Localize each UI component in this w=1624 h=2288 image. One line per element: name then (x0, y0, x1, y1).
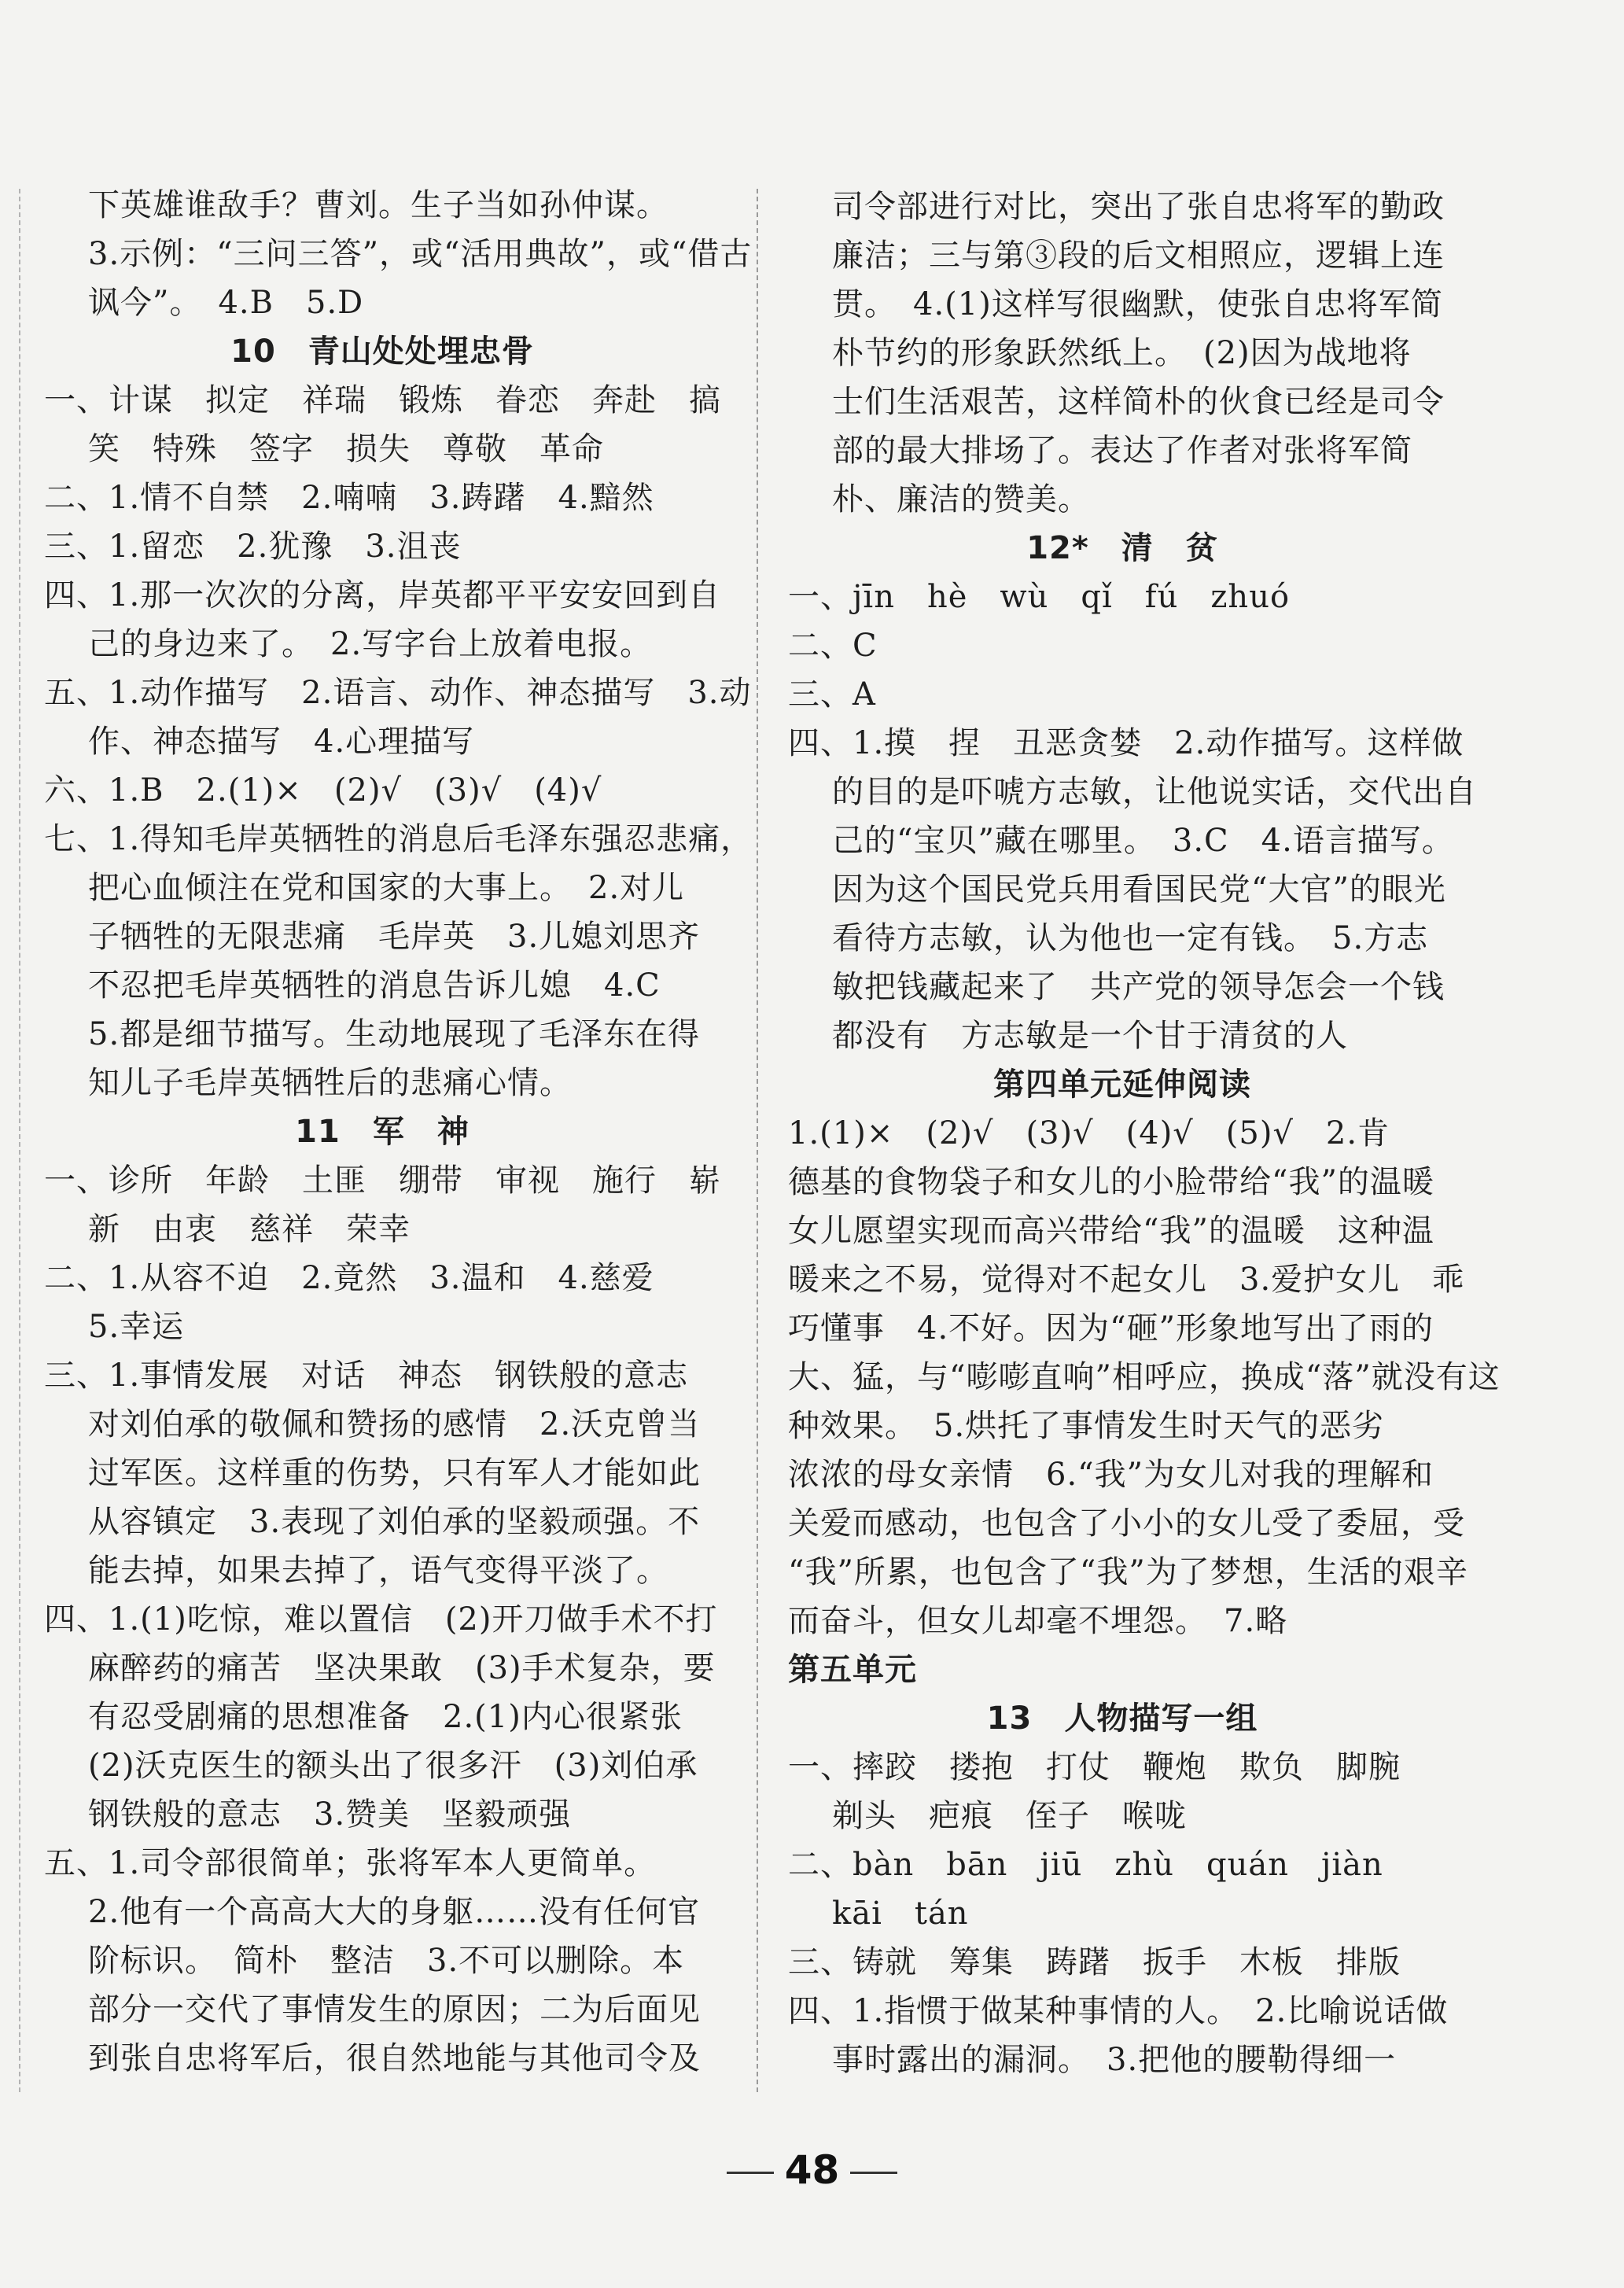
answer-line: 四、1.那一次次的分离，岸英都平平安安回到自 (44, 577, 721, 613)
answer-line: 己的身边来了。 2.写字台上放着电报。 (88, 626, 653, 662)
answer-line: 二、1.情不自禁 2.喃喃 3.踌躇 4.黯然 (44, 480, 654, 516)
answer-line: 事时露出的漏洞。 3.把他的腰勒得细一 (832, 2042, 1397, 2078)
answer-line: 五、1.司令部很简单；张将军本人更简单。 (44, 1845, 657, 1881)
answer-line: 敏把钱藏起来了 共产党的领导怎会一个钱 (832, 969, 1445, 1005)
answer-line: 朴、廉洁的赞美。 (832, 481, 1090, 518)
answer-line: 1.(1)× (2)√ (3)√ (4)√ (5)√ 2.肯 (788, 1115, 1390, 1151)
answer-line: 能去掉，如果去掉了，语气变得平淡了。 (88, 1553, 668, 1589)
answer-line: 六、1.B 2.(1)× (2)√ (3)√ (4)√ (44, 772, 602, 809)
answer-line: 有忍受剧痛的思想准备 2.(1)内心很紧张 (88, 1699, 683, 1735)
answer-line: 下英雄谁敌手？曹刘。生子当如孙仲谋。 (88, 187, 668, 223)
answer-line: 不忍把毛岸英牺牲的消息告诉儿媳 4.C (88, 967, 661, 1004)
answer-line: 一、摔跤 搂抱 打仗 鞭炮 欺负 脚腕 (788, 1749, 1401, 1785)
answer-line: 女儿愿望实现而高兴带给“我”的温暖 这种温 (788, 1213, 1434, 1249)
answer-line: 都没有 方志敏是一个甘于清贫的人 (832, 1018, 1348, 1054)
section-title: 11 军 神 (295, 1114, 470, 1150)
answer-line: 五、1.动作描写 2.语言、动作、神态描写 3.动 (44, 675, 752, 711)
answer-line: 四、1.指惯于做某种事情的人。 2.比喻说话做 (788, 1993, 1449, 2029)
answer-line: 贯。 4.(1)这样写很幽默，使张自忠将军简 (832, 286, 1443, 322)
column-divider (757, 189, 758, 2092)
answer-line: 作、神态描写 4.心理描写 (88, 724, 475, 760)
answer-line: 看待方志敏，认为他也一定有钱。 5.方志 (832, 920, 1429, 956)
answer-line: 暖来之不易，觉得对不起女儿 3.爱护女儿 乖 (788, 1262, 1465, 1298)
answer-line: 三、铸就 筹集 踌躇 扳手 木板 排版 (788, 1944, 1401, 1980)
footer-dash-left (727, 2172, 774, 2174)
answer-line: 5.幸运 (88, 1309, 185, 1345)
answer-line: 5.都是细节描写。生动地展现了毛泽东在得 (88, 1016, 701, 1052)
answer-line: 士们生活艰苦，这样简朴的伙食已经是司令 (832, 384, 1445, 420)
answer-line: 三、1.事情发展 对话 神态 钢铁般的意志 (44, 1358, 689, 1394)
unit-heading: 第五单元 (788, 1652, 917, 1688)
answer-line: 廉洁；三与第③段的后文相照应，逻辑上连 (832, 238, 1445, 274)
answer-line: 麻醉药的痛苦 坚决果敢 (3)手术复杂，要 (88, 1650, 716, 1686)
answer-line: 知儿子毛岸英牺牲后的悲痛心情。 (88, 1065, 572, 1101)
answer-line: 关爱而感动，也包含了小小的女儿受了委屈，受 (788, 1505, 1465, 1542)
answer-line: 三、1.留恋 2.犹豫 3.沮丧 (44, 529, 462, 565)
answer-line: 一、诊所 年龄 土匪 绷带 审视 施行 崭 (44, 1162, 721, 1199)
answer-line: 二、bàn bān jiū zhù quán jiàn (788, 1847, 1383, 1883)
answer-line: 二、C (788, 628, 878, 664)
answer-line: 的目的是吓唬方志敏，让他说实话，交代出自 (832, 774, 1477, 810)
answer-line: 从容镇定 3.表现了刘伯承的坚毅顽强。不 (88, 1504, 701, 1540)
answer-line: 阶标识。 简朴 整洁 3.不可以删除。本 (88, 1943, 685, 1979)
answer-line: 而奋斗，但女儿却毫不埋怨。 7.略 (788, 1603, 1288, 1639)
answer-line: 讽今”。 4.B 5.D (88, 285, 364, 321)
answer-line: 四、1.(1)吃惊，难以置信 (2)开刀做手术不打 (44, 1601, 718, 1638)
answer-line: 德基的食物袋子和女儿的小脸带给“我”的温暖 (788, 1164, 1434, 1200)
section-title: 12* 清 贫 (1026, 530, 1218, 566)
answer-line: 一、jīn hè wù qǐ fú zhuó (788, 579, 1291, 615)
answer-line: 剃头 疤痕 侄子 喉咙 (832, 1798, 1187, 1834)
answer-line: 二、1.从容不迫 2.竟然 3.温和 4.慈爱 (44, 1260, 654, 1296)
answer-line: 因为这个国民党兵用看国民党“大官”的眼光 (832, 871, 1446, 908)
answer-line: 新 由衷 慈祥 荣幸 (88, 1211, 411, 1247)
section-title: 第四单元延伸阅读 (993, 1067, 1251, 1103)
answer-line: 朴节约的形象跃然纸上。 (2)因为战地将 (832, 335, 1412, 371)
page-number: 48 (784, 2147, 840, 2193)
page-edge-line (19, 189, 20, 2092)
answer-line: 大、猛，与“嘭嘭直响”相呼应，换成“落”就没有这 (788, 1359, 1501, 1395)
right-column (788, 182, 1501, 2084)
answer-line: 己的“宝贝”藏在哪里。 3.C 4.语言描写。 (832, 823, 1454, 859)
page-footer (0, 2147, 1624, 2193)
answer-line: 三、A (788, 676, 876, 713)
section-title: 13 人物描写一组 (986, 1700, 1258, 1737)
answer-line: 把心血倾注在党和国家的大事上。 2.对儿 (88, 870, 685, 906)
answer-line: “我”所累，也包含了“我”为了梦想，生活的艰辛 (788, 1554, 1468, 1590)
answer-line: 笑 特殊 签字 损失 尊敬 革命 (88, 431, 604, 467)
answer-line: 司令部进行对比，突出了张自忠将军的勤政 (832, 189, 1445, 225)
answer-line: kāi tán (832, 1896, 969, 1932)
answer-line: 一、计谋 拟定 祥瑞 锻炼 眷恋 奔赴 搞 (44, 382, 721, 418)
answer-line: 过军医。这样重的伤势，只有军人才能如此 (88, 1455, 701, 1491)
answer-line: 巧懂事 4.不好。因为“砸”形象地写出了雨的 (788, 1310, 1434, 1347)
answer-line: 2.他有一个高高大大的身躯……没有任何官 (88, 1894, 701, 1930)
answer-line: 到张自忠将军后，很自然地能与其他司令及 (88, 2040, 701, 2076)
answer-line: 对刘伯承的敬佩和赞扬的感情 2.沃克曾当 (88, 1406, 701, 1442)
answer-line: 七、1.得知毛岸英牺牲的消息后毛泽东强忍悲痛， (44, 821, 753, 857)
answer-line: 部的最大排场了。表达了作者对张将军简 (832, 433, 1412, 469)
section-title: 10 青山处处埋忠骨 (230, 333, 534, 370)
footer-dash-right (850, 2172, 897, 2174)
answer-line: 浓浓的母女亲情 6.“我”为女儿对我的理解和 (788, 1457, 1434, 1493)
answer-line: 3.示例：“三问三答”，或“活用典故”，或“借古 (88, 236, 753, 272)
answer-line: 四、1.摸 捏 丑恶贪婪 2.动作描写。这样做 (788, 725, 1464, 761)
answer-line: 钢铁般的意志 3.赞美 坚毅顽强 (88, 1796, 572, 1833)
left-column (44, 181, 753, 2083)
answer-line: (2)沃克医生的额头出了很多汗 (3)刘伯承 (88, 1748, 698, 1784)
answer-line: 子牺牲的无限悲痛 毛岸英 3.儿媳刘思齐 (88, 919, 701, 955)
answer-line: 部分一交代了事情发生的原因；二为后面见 (88, 1991, 701, 2028)
answer-line: 种效果。 5.烘托了事情发生时天气的恶劣 (788, 1408, 1385, 1444)
